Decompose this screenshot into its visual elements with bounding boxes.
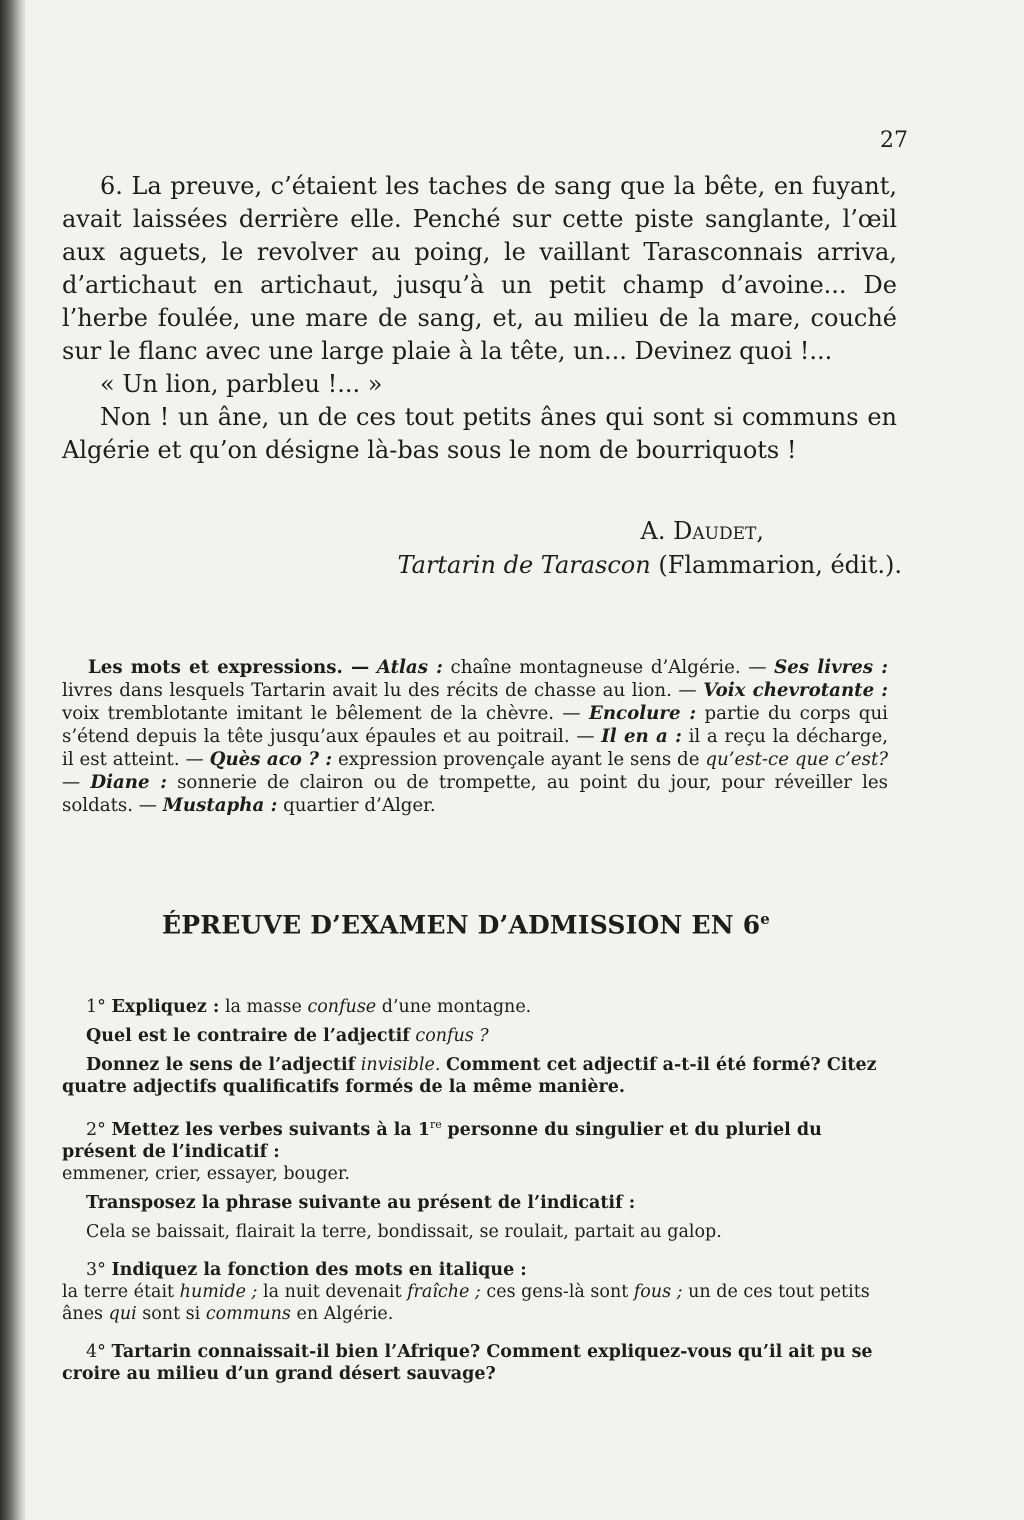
q3-text: la nuit devenait [263, 1281, 402, 1302]
book-page [62, 0, 908, 1520]
q3-italic: communs [205, 1303, 291, 1324]
glossary-term: Voix chevrotante : [703, 680, 888, 701]
q2-instruction: Transposez la phrase suivante au présent de l’indicatif : [86, 1192, 636, 1213]
work-title: Tartarin de Tarascon [397, 551, 651, 579]
q3-line-1 [62, 1259, 888, 1281]
q1-text: la masse [224, 997, 302, 1017]
q1-italic: invisible. [360, 1055, 441, 1075]
exam-question-2 [62, 1114, 888, 1243]
q3-text: un de ces tout petits ânes [62, 1281, 870, 1324]
q3-number: 3° [86, 1259, 106, 1280]
spacer [62, 1214, 888, 1221]
q1-line-3 [62, 1054, 888, 1098]
glossary-definition: partie du corps qui s’étend depuis la tête jusqu’aux épaules et au poitrail. — [62, 703, 888, 747]
passage-quote: « Un lion, parbleu !... » [100, 370, 383, 398]
exam-questions [62, 996, 888, 1394]
passage-paragraph-2: Non ! un âne, un de ces tout petits ânes qui sont si communs en Algérie et qu’on désigne là-bas sous le nom de bourriquots ! [62, 403, 897, 464]
exam-question-3 [62, 1259, 888, 1325]
glossary-term: Il en a : [601, 726, 682, 747]
passage-paragraph-1: 6. La preuve, c’étaient les taches de sang que la bête, en fuyant, avait laissées derrière elle. Penché sur cette piste sanglante, l’œil aux aguets, le revolver au poing, le vaillant Tarasconnais arriva, d’artichaut en artichaut, jusqu’à un petit champ d’avoine... De l’herbe foulée, une mare de sang, et, au milieu de la mare, couché sur le flanc avec une large plaie à la tête, un... Devinez quoi !... [62, 172, 897, 365]
page-number: 27 [880, 128, 908, 153]
q2-sup: re [430, 1118, 442, 1131]
publisher: (Flammarion, édit.). [658, 551, 902, 579]
glossary-definition: — [62, 772, 81, 793]
q4-number: 4° [86, 1341, 106, 1362]
spacer [62, 1185, 888, 1192]
q1-instruction: Quel est le contraire de l’adjectif [86, 1026, 410, 1046]
glossary-definition: livres dans lesquels Tartarin avait lu des récits de chasse au lion. — [62, 680, 697, 701]
exam-title-sup: e [760, 910, 771, 928]
spacer [62, 1334, 888, 1341]
glossary-definition-italic: qu’est-ce que c’est? [705, 749, 888, 770]
q3-sentence [62, 1281, 888, 1325]
q3-instruction: Indiquez la fonction des mots en italique : [111, 1259, 527, 1280]
attribution [397, 514, 902, 582]
glossary-term: Mustapha : [162, 795, 278, 816]
spacer [62, 1018, 888, 1025]
glossary-definition: il a reçu la décharge, il est atteint. — [62, 726, 888, 770]
q1-line-1 [62, 996, 888, 1018]
q3-italic: qui [108, 1303, 137, 1324]
q2-sentence: Cela se baissait, flairait la terre, bondissait, se roulait, partait au galop. [86, 1221, 722, 1242]
q2-line-2 [62, 1192, 888, 1214]
glossary-term: Diane : [90, 772, 167, 793]
q3-text: ces gens-là sont [486, 1281, 629, 1302]
author-name: Daudet, [673, 517, 764, 545]
q3-text: sont si [142, 1303, 201, 1324]
q2-number: 2° [86, 1119, 106, 1140]
glossary-definition: voix tremblotante imitant le bêlement de la chèvre. — [62, 703, 581, 724]
q3-text: en Algérie. [296, 1303, 394, 1324]
exam-question-1 [62, 996, 888, 1098]
glossary-heading: Les mots et expressions. — [88, 657, 370, 678]
q4-instruction: Tartarin connaissait-il bien l’Afrique? Comment expliquez-vous qu’il ait pu se croire au milieu d’un grand désert sauvage? [62, 1341, 873, 1384]
q1-italic: confuse [307, 997, 377, 1017]
q2-verbs: emmener, crier, essayer, bouger. [62, 1163, 350, 1184]
q2-instruction: personne du singulier et du pluriel du présent de l’indicatif : [62, 1119, 822, 1162]
exam-question-4 [62, 1341, 888, 1385]
exam-title-text: ÉPREUVE D’EXAMEN D’ADMISSION EN 6 [162, 910, 761, 940]
q1-line-2 [62, 1025, 888, 1047]
glossary-definition: expression provençale ayant le sens de [338, 749, 700, 770]
q2-line-1 [62, 1114, 888, 1163]
spacer [62, 1047, 888, 1054]
author [397, 514, 902, 548]
q1-italic: confus ? [415, 1026, 489, 1046]
q1-instruction: Comment cet adjectif a-t-il été formé? Citez quatre adjectifs qualificatifs formés de la même manière. [62, 1055, 877, 1097]
book-spine-shadow [0, 0, 26, 1520]
spacer [62, 1107, 888, 1114]
q1-text: d’une montagne. [381, 997, 532, 1017]
author-initial: A. [640, 517, 666, 545]
q4-line-1 [62, 1341, 888, 1385]
passage [62, 170, 897, 467]
q3-italic: humide ; [179, 1281, 258, 1302]
q1-number: 1° [86, 997, 106, 1017]
work-line [397, 548, 902, 582]
glossary [62, 656, 888, 817]
glossary-term: Encolure : [588, 703, 697, 724]
q1-instruction: Expliquez : [111, 997, 220, 1017]
q2-instruction: Mettez les verbes suivants à la 1 [111, 1119, 431, 1140]
q3-text: la terre était [62, 1281, 175, 1302]
glossary-definition: quartier d’Alger. [283, 795, 436, 816]
q3-italic: fraîche ; [407, 1281, 481, 1302]
spacer [62, 1252, 888, 1259]
exam-title [162, 910, 770, 939]
glossary-paragraph [62, 656, 888, 817]
q1-instruction: Donnez le sens de l’adjectif [86, 1055, 356, 1075]
glossary-definition: chaîne montagneuse d’Algérie. — [450, 657, 767, 678]
glossary-term: Quès aco ? : [209, 749, 333, 770]
glossary-term: Atlas : [376, 657, 443, 678]
glossary-term: Ses livres : [774, 657, 888, 678]
q3-italic: fous ; [633, 1281, 683, 1302]
glossary-definition: sonnerie de clairon ou de trompette, au point du jour, pour réveiller les soldats. — [62, 772, 888, 816]
